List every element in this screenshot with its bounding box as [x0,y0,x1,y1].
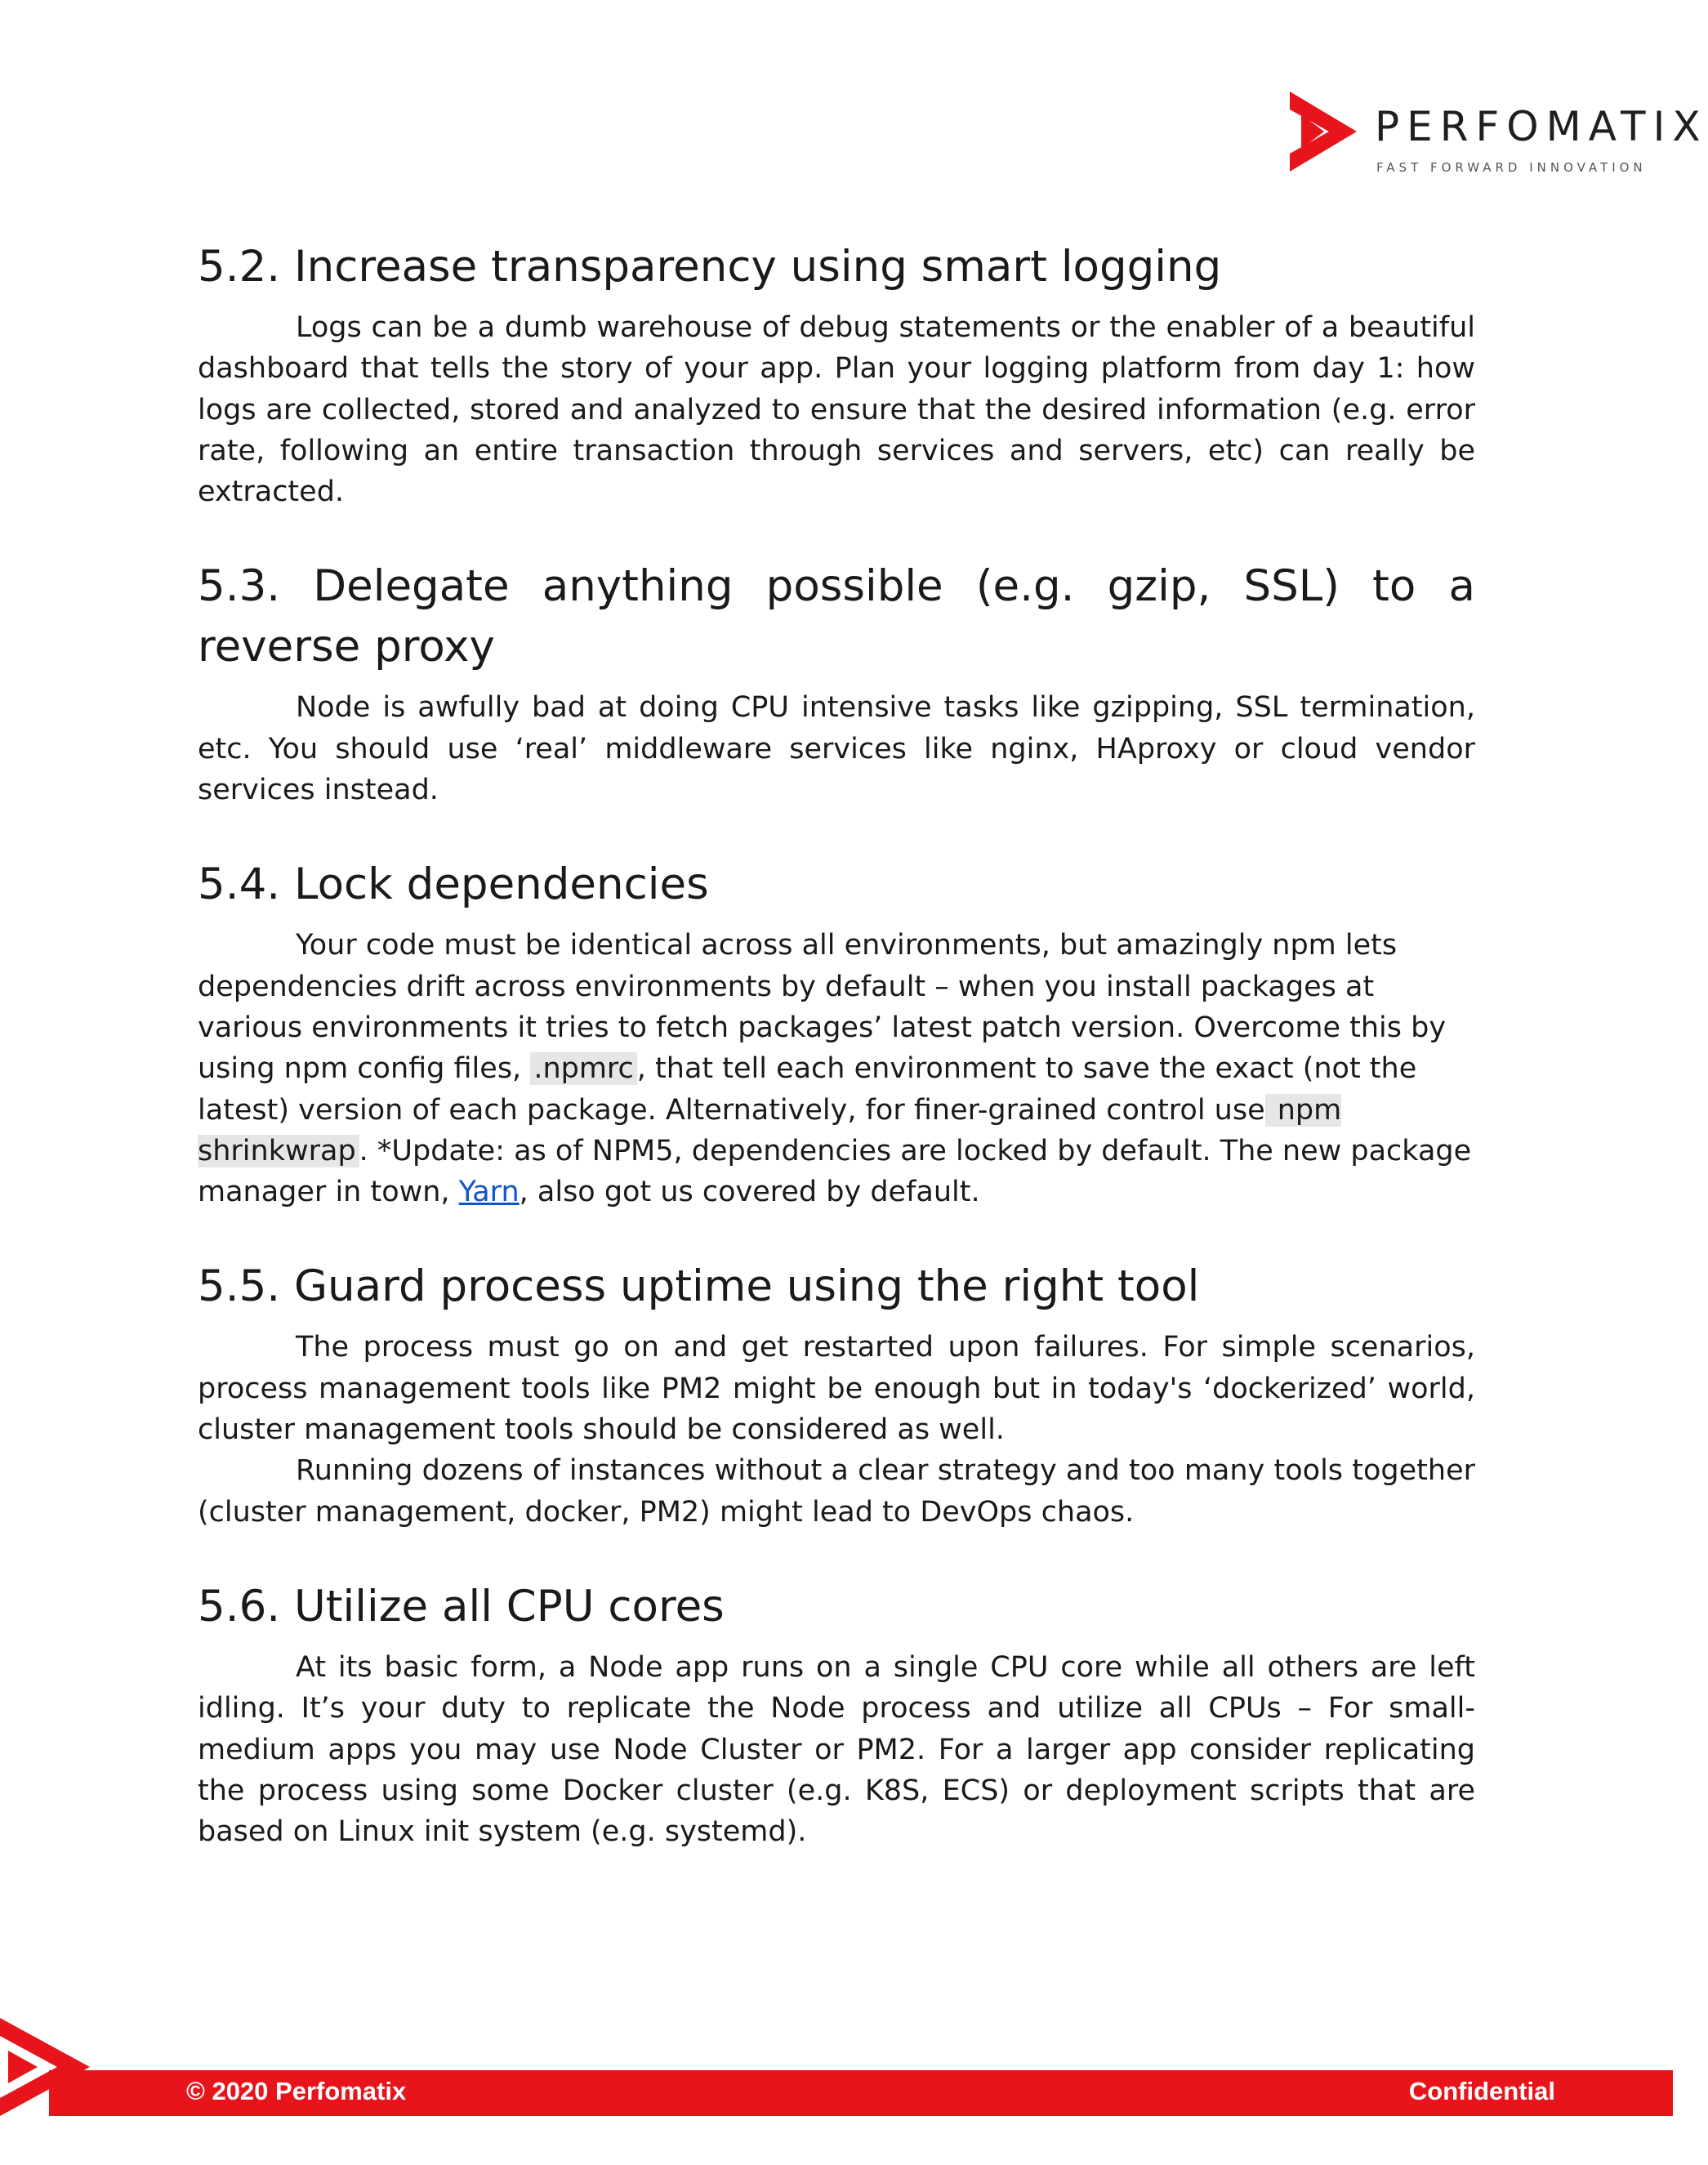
section-paragraph: Logs can be a dumb warehouse of debug statements or the enabler of a beautiful dashboard that tells the story of your app. Plan your logging platform from day 1: how logs are collected, stored and analyzed to ensure that the desired information (e.g. error rate, following an entire transaction through services and servers, etc) can really be extracted. [198,311,1475,509]
section-process-uptime [198,1257,1475,1532]
section-title: 5.2. Increase transparency using smart logging [198,242,1222,292]
section-cpu-cores [198,1577,1475,1852]
page-footer [0,2018,1673,2116]
section-title: 5.5. Guard process uptime using the right tool [198,1261,1200,1312]
footer-logo-icon [0,2018,90,2116]
section-title: 5.6. Utilize all CPU cores [198,1581,725,1632]
section-paragraph: Node is awfully bad at doing CPU intensive tasks like gzipping, SSL termination, etc. You should use ‘real’ middleware services like nginx, HAproxy or cloud vendor services instead. [198,691,1475,807]
document-body [198,237,1475,1896]
yarn-link[interactable]: Yarn [458,1176,520,1209]
section-logging [198,237,1475,512]
paragraph-text: , also got us covered by default. [519,1176,980,1209]
section-lock-dependencies [198,855,1475,1212]
section-paragraph: The process must go on and get restarted upon failures. For simple scenarios, process management tools like PM2 might be enough but in today's ‘dockerized’ world, cluster management tools should be considered as well. [198,1331,1475,1447]
perfomatix-logo-icon [1287,88,1360,175]
section-paragraph: Running dozens of instances without a clear strategy and too many tools together (cluster management, docker, PM2) might lead to DevOps chaos. [198,1454,1475,1529]
section-paragraph [198,925,1475,1212]
footer-copyright: © 2020 Perfomatix [186,2077,407,2105]
section-title: 5.4. Lock dependencies [198,859,709,910]
paragraph-text: . *Update: as of NPM5, dependencies are locked by default. The new package manager in town, [198,1134,1472,1209]
footer-confidential: Confidential [1408,2077,1555,2105]
code-npmrc: .npmrc [530,1052,636,1085]
section-paragraph: At its basic form, a Node app runs on a single CPU core while all others are left idling. It’s your duty to replicate the Node process and utilize all CPUs – For small-medium apps you may use Node Cluster or PM2. For a larger app consider replicating the process using some Docker cluster (e.g. K8S, ECS) or deployment scripts that are based on Linux init system (e.g. systemd). [198,1650,1475,1849]
paragraph-text: Your code must be identical across all environments, but amazingly npm lets dependencies drift across environments by default – when you install packages at various environments it tries to fetch packages’ latest patch version. Overcome this by using npm config files, [198,929,1447,1086]
paragraph-text: , that tell each environment to save the exact (not the latest) version of each package. Alternatively, for finer-grained control use [198,1052,1417,1127]
section-reverse-proxy [198,556,1475,810]
logo-name: PERFOMATIX [1375,103,1708,150]
code-npm-shrinkwrap: npm shrinkwrap [198,1093,1342,1167]
logo-tagline: FAST FORWARD INNOVATION [1376,160,1647,175]
section-title: 5.3. Delegate anything possible (e.g. gzip, SSL) to a reverse proxy [198,561,1475,672]
company-logo [1287,88,1708,178]
